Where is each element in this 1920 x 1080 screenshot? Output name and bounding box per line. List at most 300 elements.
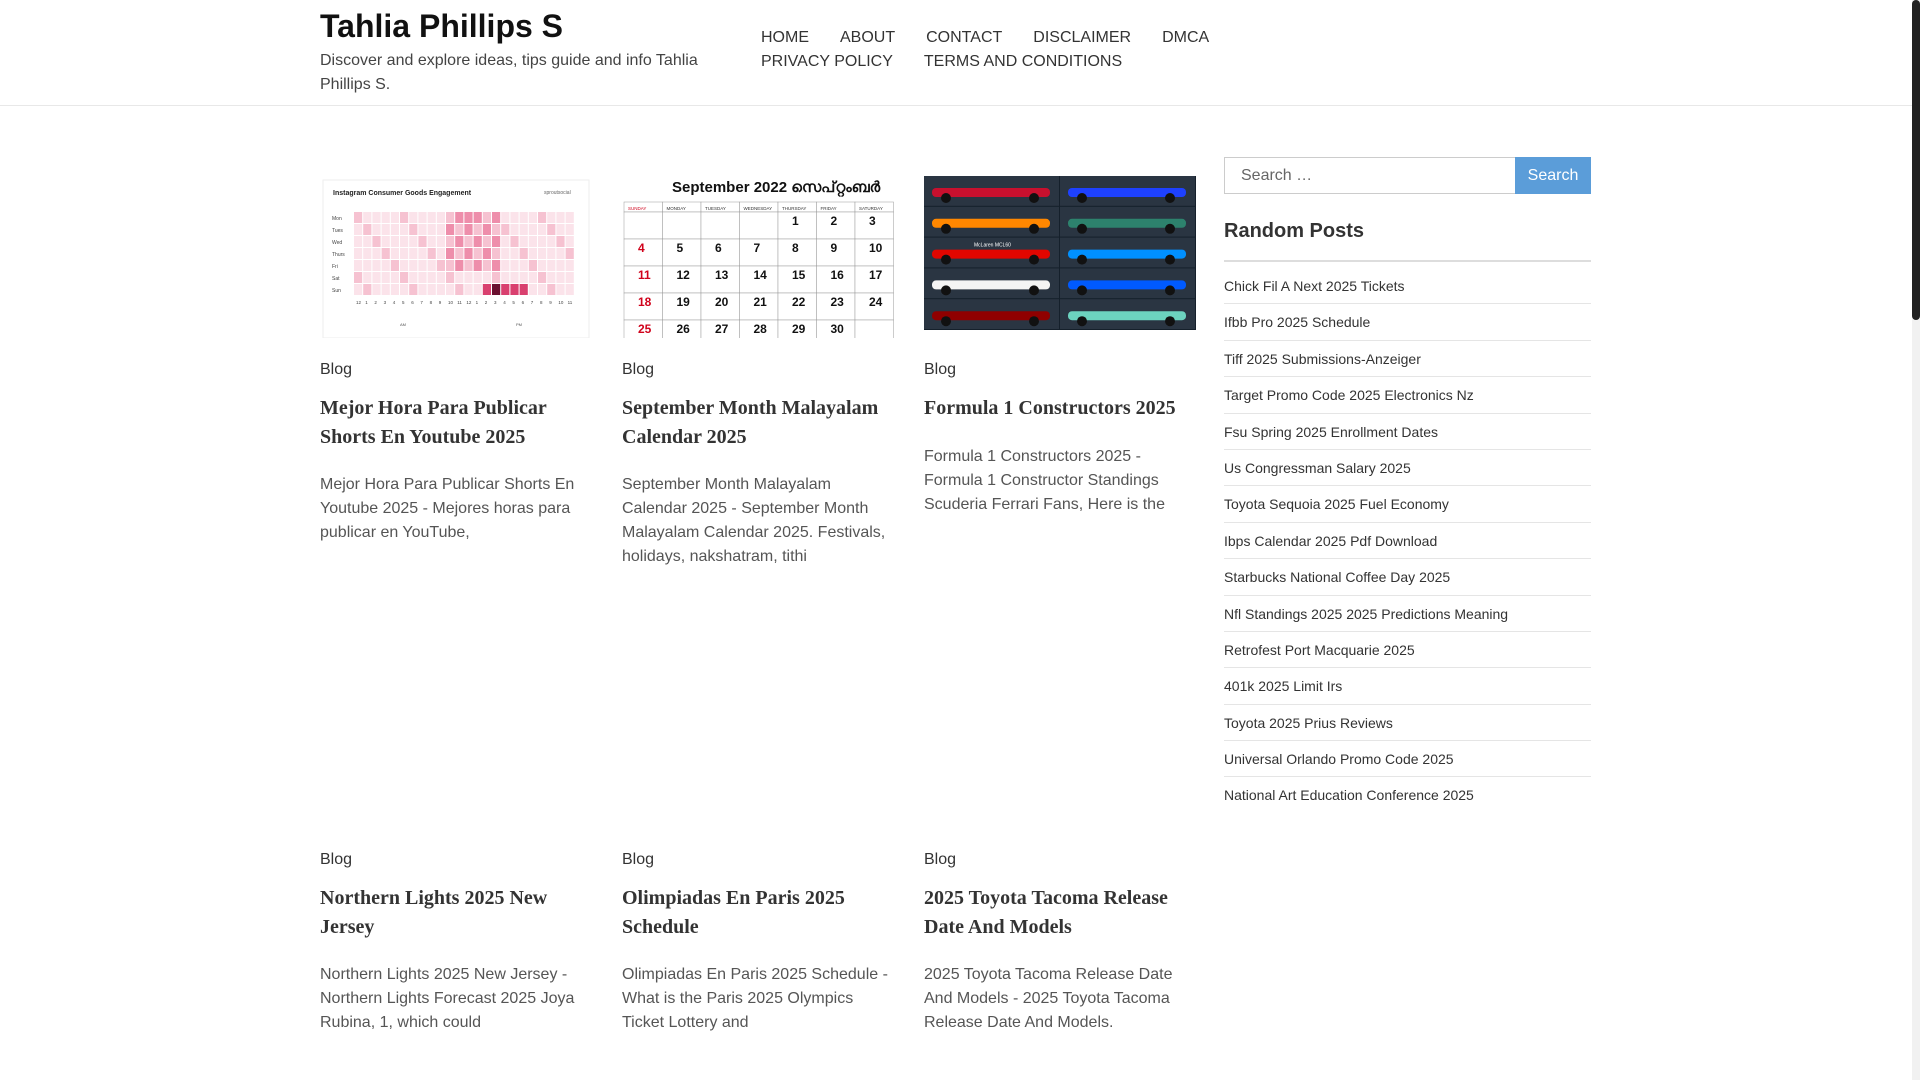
nav-contact[interactable]: CONTACT [926, 29, 1003, 46]
heatmap-cell [501, 212, 509, 223]
heatmap-cell [501, 272, 509, 283]
heatmap-cell [437, 272, 445, 283]
post-title[interactable]: Formula 1 Constructors 2025 [924, 397, 1176, 419]
heatmap-hour-label: 5 [512, 300, 515, 305]
post-title[interactable]: Mejor Hora Para Publicar Shorts En Youtube 2025 [320, 397, 547, 448]
nav-privacy-policy[interactable]: PRIVACY POLICY [761, 53, 893, 70]
heatmap-cell [428, 284, 436, 295]
heatmap-cell [437, 284, 445, 295]
heatmap-cell [455, 272, 463, 283]
heatmap-cell [428, 224, 436, 235]
calendar-date: 30 [830, 322, 844, 336]
post-thumbnail[interactable] [924, 666, 1196, 828]
heatmap-cell [400, 260, 408, 271]
heatmap-cell [538, 212, 546, 223]
f1-cars-image [924, 176, 1196, 330]
heatmap-cell [464, 284, 472, 295]
heatmap-hour-label: 2 [374, 300, 377, 305]
heatmap-cell [547, 224, 555, 235]
heatmap-cell [391, 224, 399, 235]
heatmap-cell [437, 260, 445, 271]
heatmap-cell [529, 212, 537, 223]
heatmap-cell [464, 248, 472, 259]
calendar-date: 5 [676, 241, 684, 255]
heatmap-am-label: AM [400, 322, 406, 327]
heatmap-cell [529, 224, 537, 235]
f1-car-label: McLaren MCL60 [974, 242, 1011, 249]
heatmap-hour-label: 9 [438, 300, 442, 305]
heatmap-cell [418, 212, 426, 223]
heatmap-day-label: Thurs [332, 252, 345, 258]
heatmap-cell [501, 284, 509, 295]
calendar-date: 6 [715, 241, 722, 255]
calendar-date: 12 [676, 268, 690, 282]
calendar-date: 28 [753, 322, 767, 336]
post-excerpt: Olimpiadas En Paris 2025 Schedule - What is the Paris 2025 Olympics Ticket Lottery and [622, 966, 888, 1031]
heatmap-cell [455, 212, 463, 223]
heatmap-hour-label: 11 [567, 300, 573, 305]
heatmap-hour-label: 8 [429, 300, 433, 305]
random-post-link[interactable]: Tiff 2025 Submissions-Anzeiger [1224, 341, 1591, 377]
heatmap-cell [446, 212, 454, 223]
post-title[interactable]: 2025 Toyota Tacoma Release Date And Models [924, 887, 1168, 938]
heatmap-cell [363, 272, 371, 283]
heatmap-cell [400, 272, 408, 283]
heatmap-cell [363, 260, 371, 271]
nav-dmca[interactable]: DMCA [1162, 29, 1210, 46]
calendar-date: 1 [792, 214, 799, 228]
calendar-date: 4 [638, 241, 645, 255]
calendar-weekday-label: FRIDAY [820, 206, 837, 211]
calendar-date: 29 [792, 322, 806, 336]
heatmap-cell [529, 260, 537, 271]
heatmap-cell [400, 284, 408, 295]
calendar-weekday-label: MONDAY [666, 206, 686, 211]
heatmap-cell [372, 260, 380, 271]
heatmap-cell [409, 248, 417, 259]
heatmap-cell [483, 236, 491, 247]
post-thumbnail[interactable] [622, 666, 894, 828]
f1-wheel [1077, 193, 1087, 203]
calendar-day-cell [624, 212, 663, 239]
post-excerpt: Formula 1 Constructors 2025 - Formula 1 Constructor Standings Scuderia Ferrari Fans, Here is the [924, 448, 1165, 513]
post-thumbnail[interactable] [320, 176, 592, 338]
post-category[interactable]: Blog [320, 361, 353, 378]
heatmap-cell [474, 272, 482, 283]
heatmap-cell [501, 260, 509, 271]
heatmap-cell [391, 272, 399, 283]
calendar-weekday-label: WEDNESDAY [743, 206, 773, 211]
nav-disclaimer[interactable]: DISCLAIMER [1033, 29, 1132, 46]
heatmap-cell [538, 272, 546, 283]
random-posts-title: Random Posts [1224, 220, 1365, 242]
post-thumbnail[interactable] [320, 666, 592, 828]
post-excerpt: September Month Malayalam Calendar 2025 - September Month Malayalam Calendar 2025. Festivals, holidays, nakshatram, tithi [622, 476, 886, 565]
f1-wheel [1029, 255, 1039, 265]
heatmap-cell [529, 272, 537, 283]
f1-wheel [1029, 224, 1039, 234]
calendar-date: 11 [638, 268, 651, 282]
f1-wheel [941, 224, 951, 234]
post-category[interactable]: Blog [622, 361, 655, 378]
heatmap-cell [455, 248, 463, 259]
heatmap-cell [372, 224, 380, 235]
f1-wheel [941, 193, 951, 203]
heatmap-cell [354, 248, 362, 259]
search-button[interactable]: Search [1515, 157, 1591, 194]
calendar-day-cell [855, 320, 894, 338]
calendar-weekday-label: SATURDAY [859, 206, 883, 211]
random-post-link[interactable]: Chick Fil A Next 2025 Tickets [1224, 268, 1591, 304]
calendar-date: 17 [869, 268, 883, 282]
widget-divider [1224, 260, 1591, 262]
heatmap-cell [446, 272, 454, 283]
post-excerpt: 2025 Toyota Tacoma Release Date And Models - 2025 Toyota Tacoma Release Date And Models. [924, 966, 1173, 1031]
heatmap-cell [529, 236, 537, 247]
heatmap-cell [437, 224, 445, 235]
heatmap-cell [382, 272, 390, 283]
random-post-link[interactable]: 401k 2025 Limit Irs [1224, 668, 1591, 704]
heatmap-cell [363, 236, 371, 247]
heatmap-cell [538, 248, 546, 259]
heatmap-day-label: Mon [332, 216, 342, 222]
post-category[interactable]: Blog [320, 851, 353, 868]
f1-wheel [1165, 224, 1175, 234]
random-posts-list [1224, 268, 1591, 814]
heatmap-cell [510, 212, 518, 223]
heatmap-hour-label: 3 [383, 300, 387, 305]
heatmap-cell [400, 236, 408, 247]
post-title[interactable]: Olimpiadas En Paris 2025 Schedule [622, 887, 845, 938]
heatmap-cell [409, 284, 417, 295]
heatmap-cell [372, 272, 380, 283]
heatmap-cell [474, 224, 482, 235]
heatmap-cell [455, 284, 463, 295]
heatmap-cell [483, 248, 491, 259]
heatmap-hour-label: 9 [549, 300, 552, 305]
malayalam-calendar-image [622, 176, 894, 338]
heatmap-cell [520, 212, 528, 223]
heatmap-cell [409, 212, 417, 223]
heatmap-cell [391, 212, 399, 223]
heatmap-cell [409, 272, 417, 283]
random-post-link[interactable]: Ifbb Pro 2025 Schedule [1224, 304, 1591, 340]
f1-wheel [1077, 224, 1087, 234]
calendar-date: 8 [792, 241, 799, 255]
heatmap-cell [538, 236, 546, 247]
heatmap-cell [446, 248, 454, 259]
calendar-date: 23 [830, 295, 844, 309]
f1-wheel [1077, 285, 1087, 295]
heatmap-cell [529, 248, 537, 259]
post-category[interactable]: Blog [924, 361, 957, 378]
heatmap-cell [446, 224, 454, 235]
heatmap-cell [510, 260, 518, 271]
heatmap-cell [437, 236, 445, 247]
heatmap-cell [400, 212, 408, 223]
heatmap-cell [372, 212, 380, 223]
calendar-weekday-label: TUESDAY [705, 206, 726, 211]
heatmap-cell [538, 224, 546, 235]
f1-wheel [1029, 316, 1039, 326]
heatmap-hour-label: 7 [420, 300, 423, 305]
calendar-date: 20 [715, 295, 729, 309]
heatmap-cell [501, 236, 509, 247]
calendar-date: 22 [792, 295, 806, 309]
random-post-link[interactable]: Ibps Calendar 2025 Pdf Download [1224, 523, 1591, 559]
random-post-link[interactable]: Retrofest Port Macquarie 2025 [1224, 632, 1591, 668]
heatmap-cell [501, 224, 509, 235]
calendar-date: 2 [830, 214, 838, 228]
heatmap-cell [556, 248, 564, 259]
heatmap-day-label: Sat [332, 276, 340, 282]
heatmap-cell [363, 224, 371, 235]
f1-wheel [1077, 316, 1087, 326]
heatmap-cell [492, 260, 500, 271]
random-post-link[interactable]: Us Congressman Salary 2025 [1224, 450, 1591, 486]
heatmap-cell [501, 248, 509, 259]
calendar-date: 14 [753, 268, 767, 282]
heatmap-cell [418, 248, 426, 259]
heatmap-cell [520, 284, 528, 295]
calendar-date: 24 [869, 295, 883, 309]
calendar-date: 7 [753, 241, 761, 255]
heatmap-cell [372, 248, 380, 259]
heatmap-cell [382, 212, 390, 223]
heatmap-cell [464, 236, 472, 247]
heatmap-cell [372, 236, 380, 247]
heatmap-cell [363, 248, 371, 259]
heatmap-cell [520, 236, 528, 247]
random-post-link[interactable]: Toyota Sequoia 2025 Fuel Economy [1224, 486, 1591, 522]
heatmap-cell [547, 248, 555, 259]
heatmap-cell [529, 284, 537, 295]
heatmap-cell [400, 248, 408, 259]
heatmap-cell [363, 212, 371, 223]
post-thumbnail[interactable] [924, 176, 1196, 330]
heatmap-day-label: Tues [332, 228, 343, 234]
heatmap-cell [428, 236, 436, 247]
calendar-day-cell [663, 212, 702, 239]
f1-wheel [1165, 255, 1175, 265]
post-title[interactable]: September Month Malayalam Calendar 2025 [622, 397, 879, 448]
heatmap-cell [492, 224, 500, 235]
heatmap-hour-label: 5 [402, 300, 405, 305]
post-category[interactable]: Blog [924, 851, 957, 868]
heatmap-cell [474, 212, 482, 223]
heatmap-cell [382, 236, 390, 247]
heatmap-cell [428, 260, 436, 271]
f1-car-panels [924, 176, 1195, 329]
nav-home[interactable]: HOME [761, 29, 809, 46]
f1-wheel [941, 316, 951, 326]
heatmap-cell [418, 284, 426, 295]
heatmap-cell [464, 260, 472, 271]
heatmap-hour-label: 1 [365, 300, 368, 305]
heatmap-cell [464, 212, 472, 223]
calendar-heading: September 2022 സെപ്റ്റംബർ [672, 179, 881, 196]
random-post-link[interactable]: National Art Education Conference 2025 [1224, 787, 1474, 804]
heatmap-cell [391, 248, 399, 259]
random-post-link[interactable]: Universal Orlando Promo Code 2025 [1224, 741, 1591, 777]
heatmap-cell [354, 272, 362, 283]
engagement-heatmap-image [320, 176, 592, 338]
heatmap-cell [492, 284, 500, 295]
heatmap-cell [566, 260, 574, 271]
heatmap-cell [446, 236, 454, 247]
heatmap-cell [566, 284, 574, 295]
heatmap-cell [446, 284, 454, 295]
heatmap-cell [428, 248, 436, 259]
heatmap-cell [418, 236, 426, 247]
heatmap-hour-label: 12 [466, 300, 472, 305]
heatmap-cell [428, 272, 436, 283]
heatmap-cell [354, 260, 362, 271]
heatmap-cell [520, 260, 528, 271]
heatmap-hour-label: 4 [503, 300, 506, 305]
heatmap-cell [391, 236, 399, 247]
heatmap-cell [547, 260, 555, 271]
heatmap-cell [483, 260, 491, 271]
calendar-date: 18 [638, 295, 652, 309]
heatmap-cell [446, 260, 454, 271]
heatmap-hour-label: 6 [521, 300, 525, 305]
heatmap-cell [400, 224, 408, 235]
heatmap-cell [566, 212, 574, 223]
heatmap-cell [391, 284, 399, 295]
heatmap-hour-label: 6 [411, 300, 414, 305]
calendar-date: 27 [715, 322, 729, 336]
heatmap-hour-label: 2 [484, 300, 488, 305]
heatmap-cell [566, 236, 574, 247]
calendar-date: 16 [830, 268, 844, 282]
heatmap-cell [418, 260, 426, 271]
heatmap-cell [492, 248, 500, 259]
heatmap-cell [483, 284, 491, 295]
calendar-date: 3 [869, 214, 876, 228]
heatmap-cell [510, 236, 518, 247]
heatmap-cell [520, 248, 528, 259]
heatmap-cell [418, 224, 426, 235]
heatmap-cell [556, 260, 564, 271]
heatmap-cell [492, 212, 500, 223]
heatmap-cell [566, 248, 574, 259]
heatmap-cell [556, 212, 564, 223]
heatmap-hour-label: 11 [457, 300, 462, 305]
heatmap-cell [455, 224, 463, 235]
nav-about[interactable]: ABOUT [840, 29, 896, 46]
site-title[interactable]: Tahlia Phillips S [320, 8, 564, 44]
heatmap-cell [483, 212, 491, 223]
heatmap-cell [538, 284, 546, 295]
f1-wheel [941, 255, 951, 265]
heatmap-brand: sproutsocial [544, 190, 571, 196]
heatmap-cell [547, 284, 555, 295]
calendar-day-cell [701, 212, 740, 239]
site-header [0, 0, 1912, 106]
heatmap-cell [547, 212, 555, 223]
heatmap-cell [483, 224, 491, 235]
heatmap-cell [566, 224, 574, 235]
heatmap-cell [556, 272, 564, 283]
f1-wheel [1165, 193, 1175, 203]
heatmap-hour-label: 4 [392, 300, 396, 305]
page-scrollbar[interactable] [1912, 0, 1920, 1080]
f1-wheel [1077, 255, 1087, 265]
scrollbar-thumb[interactable] [1912, 0, 1920, 320]
f1-wheel [941, 285, 951, 295]
heatmap-cell [409, 224, 417, 235]
heatmap-hour-label: 10 [448, 300, 454, 305]
nav-terms-and-conditions[interactable]: TERMS AND CONDITIONS [923, 53, 1123, 70]
f1-wheel [1165, 285, 1175, 295]
heatmap-cell [382, 284, 390, 295]
calendar-date: 26 [676, 322, 690, 336]
calendar-date: 15 [792, 268, 806, 282]
heatmap-cell [474, 236, 482, 247]
post-category[interactable]: Blog [622, 851, 655, 868]
main-nav [761, 28, 1401, 72]
heatmap-cell [382, 248, 390, 259]
heatmap-cell [464, 272, 472, 283]
random-post-link[interactable]: Fsu Spring 2025 Enrollment Dates [1224, 414, 1591, 450]
heatmap-cell [520, 272, 528, 283]
heatmap-cell [409, 236, 417, 247]
heatmap-cell [556, 224, 564, 235]
heatmap-cell [538, 260, 546, 271]
random-post-link[interactable]: Target Promo Code 2025 Electronics Nz [1224, 377, 1591, 413]
heatmap-heading: Instagram Consumer Goods Engagement [333, 190, 472, 197]
post-thumbnail[interactable] [622, 176, 894, 338]
heatmap-cell [391, 260, 399, 271]
heatmap-hour-label: 12 [356, 300, 362, 305]
heatmap-cell [474, 284, 482, 295]
f1-wheel [1029, 193, 1039, 203]
heatmap-cell [474, 260, 482, 271]
f1-wheel [1165, 316, 1175, 326]
random-post-link[interactable]: Starbucks National Coffee Day 2025 [1224, 559, 1591, 595]
heatmap-hour-label: 8 [540, 300, 543, 305]
random-post-link[interactable]: Toyota 2025 Prius Reviews [1224, 705, 1591, 741]
random-post-link[interactable]: Nfl Standings 2025 2025 Predictions Meaning [1224, 596, 1591, 632]
heatmap-hour-label: 10 [558, 300, 564, 305]
heatmap-hour-label: 1 [475, 300, 479, 305]
f1-wheel [1029, 285, 1039, 295]
heatmap-cell [547, 236, 555, 247]
calendar-date: 10 [869, 241, 883, 255]
post-excerpt: Mejor Hora Para Publicar Shorts En Youtube 2025 - Mejores horas para publicar en YouTube, [320, 476, 575, 541]
heatmap-cell [354, 236, 362, 247]
heatmap-hour-label: 3 [494, 300, 497, 305]
heatmap-day-label: Wed [332, 240, 343, 246]
calendar-date: 25 [638, 322, 652, 336]
heatmap-day-label: Sun [332, 288, 341, 294]
heatmap-cell [510, 224, 518, 235]
heatmap-pm-label: PM [516, 322, 522, 327]
heatmap-cell [409, 260, 417, 271]
heatmap-cell [510, 272, 518, 283]
heatmap-cell [510, 248, 518, 259]
search-input[interactable] [1224, 157, 1516, 194]
calendar-day-cell [740, 212, 779, 239]
heatmap-cell [437, 248, 445, 259]
post-excerpt: Northern Lights 2025 New Jersey - Northern Lights Forecast 2025 Joya Rubina, 1, which could [320, 966, 575, 1031]
calendar-weekday-label: SUNDAY [628, 206, 647, 211]
post-title[interactable]: Northern Lights 2025 New Jersey [320, 887, 548, 938]
heatmap-hour-label: 7 [530, 300, 534, 305]
heatmap-cell [556, 284, 564, 295]
heatmap-cell [547, 272, 555, 283]
